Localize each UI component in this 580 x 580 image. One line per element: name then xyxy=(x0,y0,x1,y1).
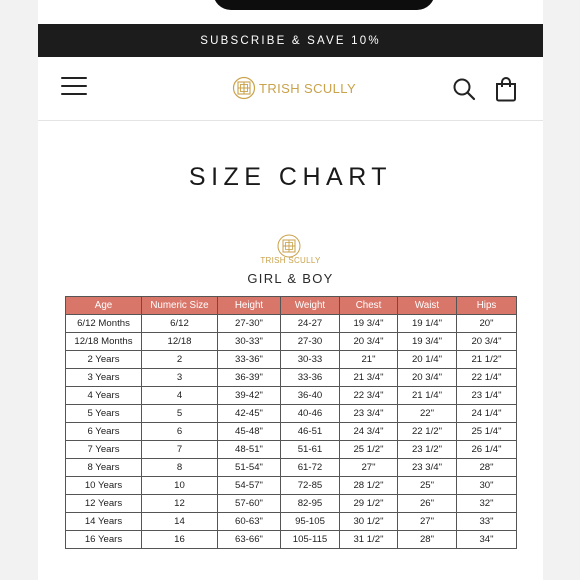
table-cell: 51-61 xyxy=(281,441,340,459)
menu-icon-line xyxy=(61,85,87,87)
table-cell: 2 Years xyxy=(66,351,142,369)
table-cell: 16 xyxy=(142,531,218,549)
table-cell: 22" xyxy=(398,405,457,423)
table-cell: 23 1/4" xyxy=(457,387,517,405)
table-cell: 23 1/2" xyxy=(398,441,457,459)
table-cell: 19 1/4" xyxy=(398,315,457,333)
table-cell: 5 xyxy=(142,405,218,423)
table-cell: 51-54" xyxy=(218,459,281,477)
table-cell: 39-42" xyxy=(218,387,281,405)
table-cell: 54-57" xyxy=(218,477,281,495)
brand-logo-link[interactable] xyxy=(232,76,356,100)
brand-name: TRISH SCULLY xyxy=(259,80,357,96)
table-cell: 57-60" xyxy=(218,495,281,513)
table-cell: 30 1/2" xyxy=(340,513,398,531)
column-header: Weight xyxy=(281,297,340,315)
table-cell: 10 Years xyxy=(66,477,142,495)
table-cell: 33-36" xyxy=(218,351,281,369)
table-cell: 6 Years xyxy=(66,423,142,441)
table-cell: 22 3/4" xyxy=(340,387,398,405)
table-cell: 25 1/4" xyxy=(457,423,517,441)
cart-button[interactable] xyxy=(494,76,518,102)
table-row xyxy=(66,495,517,513)
chart-heading: GIRL & BOY xyxy=(247,271,334,286)
table-row xyxy=(66,477,517,495)
promo-banner[interactable] xyxy=(38,24,543,57)
table-cell: 6 xyxy=(142,423,218,441)
table-row xyxy=(66,369,517,387)
search-icon xyxy=(452,77,476,101)
table-cell: 20" xyxy=(457,315,517,333)
table-row xyxy=(66,333,517,351)
table-cell: 6/12 xyxy=(142,315,218,333)
menu-icon-line xyxy=(61,93,87,95)
table-cell: 5 Years xyxy=(66,405,142,423)
table-cell: 30" xyxy=(457,477,517,495)
table-cell: 29 1/2" xyxy=(340,495,398,513)
table-cell: 30-33 xyxy=(281,351,340,369)
table-cell: 20 3/4" xyxy=(457,333,517,351)
table-cell: 12/18 Months xyxy=(66,333,142,351)
menu-icon-line xyxy=(61,77,87,79)
table-cell: 24 3/4" xyxy=(340,423,398,441)
device-notch xyxy=(213,0,435,10)
table-cell: 60-63" xyxy=(218,513,281,531)
table-cell: 31 1/2" xyxy=(340,531,398,549)
table-cell: 12 Years xyxy=(66,495,142,513)
table-cell: 21 1/2" xyxy=(457,351,517,369)
table-cell: 14 Years xyxy=(66,513,142,531)
table-cell: 7 Years xyxy=(66,441,142,459)
table-cell: 14 xyxy=(142,513,218,531)
chart-brand: TRISH SCULLY xyxy=(260,256,321,265)
table-cell: 25" xyxy=(398,477,457,495)
table-cell: 19 3/4" xyxy=(340,315,398,333)
site-header xyxy=(38,57,543,121)
table-cell: 21 3/4" xyxy=(340,369,398,387)
table-cell: 3 Years xyxy=(66,369,142,387)
table-cell: 10 xyxy=(142,477,218,495)
table-cell: 61-72 xyxy=(281,459,340,477)
table-cell: 40-46 xyxy=(281,405,340,423)
table-cell: 20 3/4" xyxy=(340,333,398,351)
table-body xyxy=(66,315,517,549)
table-cell: 6/12 Months xyxy=(66,315,142,333)
table-header-row xyxy=(66,297,517,315)
menu-button[interactable] xyxy=(61,77,87,99)
table-cell: 36-39" xyxy=(218,369,281,387)
table-cell: 72-85 xyxy=(281,477,340,495)
table-cell: 34" xyxy=(457,531,517,549)
table-row xyxy=(66,513,517,531)
table-cell: 26" xyxy=(398,495,457,513)
table-cell: 28 1/2" xyxy=(340,477,398,495)
table-cell: 27" xyxy=(398,513,457,531)
table-cell: 12 xyxy=(142,495,218,513)
table-cell: 22 1/2" xyxy=(398,423,457,441)
table-cell: 27-30 xyxy=(281,333,340,351)
column-header: Numeric Size xyxy=(142,297,218,315)
table-cell: 82-95 xyxy=(281,495,340,513)
table-row xyxy=(66,387,517,405)
table-row xyxy=(66,531,517,549)
table-cell: 8 Years xyxy=(66,459,142,477)
table-cell: 24 1/4" xyxy=(457,405,517,423)
table-cell: 4 Years xyxy=(66,387,142,405)
table-cell: 8 xyxy=(142,459,218,477)
table-cell: 32" xyxy=(457,495,517,513)
table-cell: 23 3/4" xyxy=(398,459,457,477)
table-cell: 36-40 xyxy=(281,387,340,405)
table-cell: 27-30" xyxy=(218,315,281,333)
table-cell: 23 3/4" xyxy=(340,405,398,423)
table-cell: 27" xyxy=(340,459,398,477)
column-header: Hips xyxy=(457,297,517,315)
size-chart-table xyxy=(65,296,517,549)
column-header: Age xyxy=(66,297,142,315)
table-row xyxy=(66,351,517,369)
table-cell: 28" xyxy=(398,531,457,549)
table-cell: 12/18 xyxy=(142,333,218,351)
table-cell: 42-45" xyxy=(218,405,281,423)
column-header: Waist xyxy=(398,297,457,315)
table-cell: 95-105 xyxy=(281,513,340,531)
table-cell: 7 xyxy=(142,441,218,459)
table-cell: 105-115 xyxy=(281,531,340,549)
table-cell: 22 1/4" xyxy=(457,369,517,387)
table-cell: 63-66" xyxy=(218,531,281,549)
column-header: Chest xyxy=(340,297,398,315)
table-cell: 20 1/4" xyxy=(398,351,457,369)
table-cell: 4 xyxy=(142,387,218,405)
table-row xyxy=(66,459,517,477)
table-cell: 28" xyxy=(457,459,517,477)
table-row xyxy=(66,441,517,459)
table-cell: 48-51" xyxy=(218,441,281,459)
page-title: SIZE CHART xyxy=(188,163,393,191)
search-button[interactable] xyxy=(452,77,476,101)
shopping-bag-icon xyxy=(494,76,518,102)
column-header: Height xyxy=(218,297,281,315)
table-cell: 21" xyxy=(340,351,398,369)
table-cell: 2 xyxy=(142,351,218,369)
table-cell: 33" xyxy=(457,513,517,531)
table-cell: 19 3/4" xyxy=(398,333,457,351)
page xyxy=(38,0,543,580)
table-cell: 24-27 xyxy=(281,315,340,333)
table-cell: 16 Years xyxy=(66,531,142,549)
table-cell: 46-51 xyxy=(281,423,340,441)
table-row xyxy=(66,423,517,441)
table-row xyxy=(66,405,517,423)
promo-text: SUBSCRIBE & SAVE 10% xyxy=(200,34,381,47)
table-cell: 45-48" xyxy=(218,423,281,441)
table-row xyxy=(66,315,517,333)
brand-knot-icon xyxy=(232,76,256,100)
table-cell: 30-33" xyxy=(218,333,281,351)
table-cell: 33-36 xyxy=(281,369,340,387)
table-cell: 20 3/4" xyxy=(398,369,457,387)
table-cell: 26 1/4" xyxy=(457,441,517,459)
table-cell: 3 xyxy=(142,369,218,387)
table-cell: 25 1/2" xyxy=(340,441,398,459)
table-cell: 21 1/4" xyxy=(398,387,457,405)
